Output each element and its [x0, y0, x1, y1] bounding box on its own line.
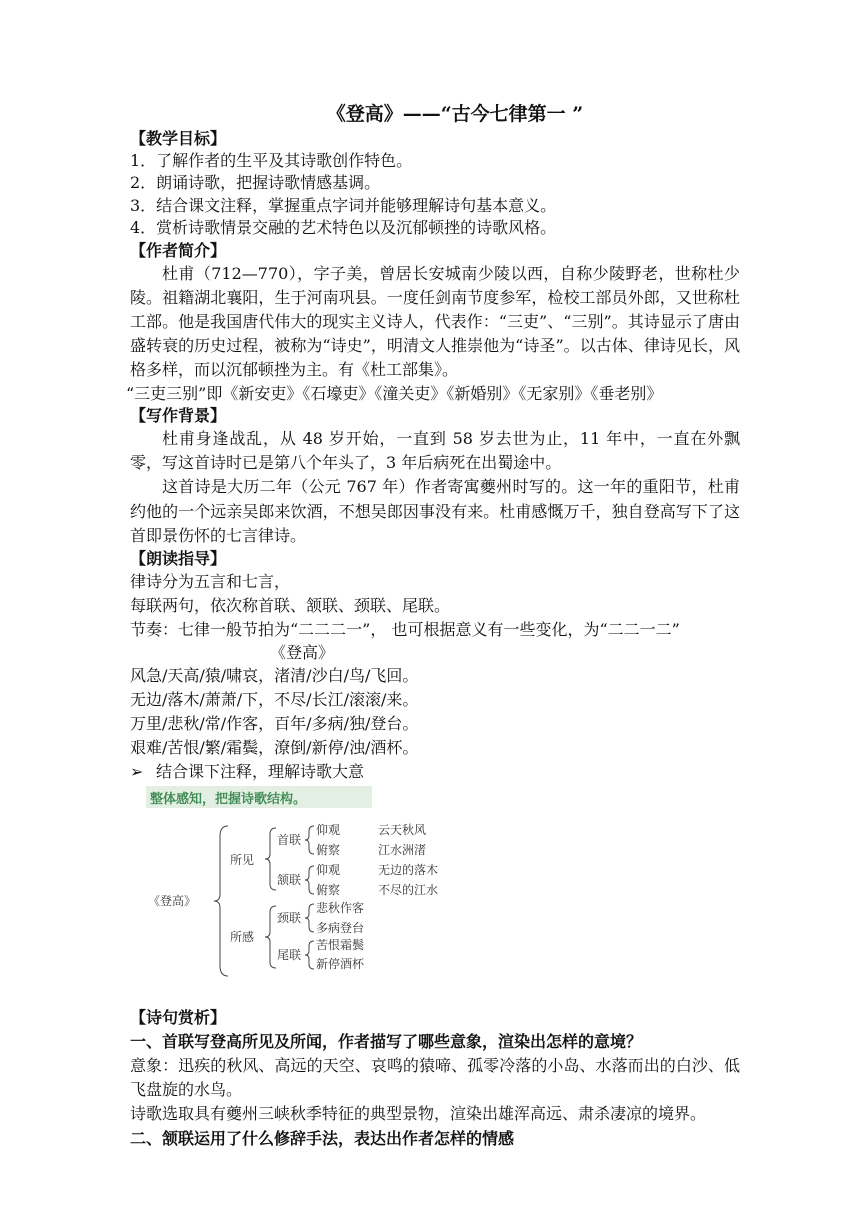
structure-diagram — [146, 786, 466, 1004]
reading-line: 每联两句，依次称首联、颔联、颈联、尾联。 — [130, 596, 451, 616]
answer-1: 意象：迅疾的秋风、高远的天空、哀鸣的猿啼、孤零冷落的小岛、水落而出的白沙、低飞盘旋的水鸟。 — [130, 1056, 740, 1100]
diagram-leaf: 悲秋作客 — [316, 901, 365, 916]
goal-item: 3．结合课文注释，掌握重点字词并能够理解诗句基本意义。 — [130, 195, 557, 215]
diagram-leaf: 新停酒杯 — [316, 957, 365, 972]
diagram-couplet: 尾联 — [277, 948, 302, 963]
diagram-leaf: 仰观 — [316, 823, 341, 838]
diagram-leaf: 俯察 — [316, 883, 341, 898]
reading-line: 律诗分为五言和七言， — [130, 572, 291, 592]
goal-item: 1．了解作者的生平及其诗歌创作特色。 — [130, 151, 413, 170]
diagram-leaf-value: 无边的落木 — [378, 863, 439, 878]
goal-item: 4．赏析诗歌情景交融的艺术特色以及沉郁顿挫的诗歌风格。 — [130, 218, 557, 238]
goals-heading: 【教学目标】 — [130, 129, 227, 148]
document-page — [126, 100, 740, 1151]
page-title: 《登高》——“古今七律第一 ” — [326, 103, 584, 125]
author-heading: 【作者简介】 — [130, 240, 227, 260]
goal-item: 2．朗诵诗歌，把握诗歌情感基调。 — [130, 173, 381, 193]
diagram-branch: 所见 — [230, 853, 255, 868]
diagram-leaf: 多病登台 — [316, 921, 365, 936]
diagram-leaf-value: 江水洲渚 — [378, 843, 427, 858]
analysis-heading: 【诗句赏析】 — [130, 1008, 227, 1028]
diagram-couplet: 首联 — [277, 833, 302, 848]
poem-line: 风急/天高/猿/啸哀，渚清/沙白/鸟/飞回。 — [130, 666, 419, 686]
diagram-leaf: 仰观 — [316, 863, 341, 878]
background-paragraph: 杜甫身逢战乱，从 48 岁开始，一直到 58 岁去世为止，11 年中，一直在外飘零，写这首诗时已是第八个年头了，3 年后病死在出蜀途中。 — [130, 429, 740, 473]
diagram-leaf-value: 不尽的江水 — [378, 883, 439, 898]
answer-2: 诗歌选取具有夔州三峡秋季特征的典型景物，渲染出雄浑高远、肃杀凄凉的境界。 — [130, 1104, 707, 1124]
poem-line: 无边/落木/萧萧/下，不尽/长江/滚滚/来。 — [130, 690, 419, 710]
poem-line: 万里/悲秋/常/作客，百年/多病/独/登台。 — [130, 714, 419, 734]
diagram-banner-text: 整体感知，把握诗歌结构。 — [150, 792, 307, 808]
poem-line: 艰难/苦恨/繁/霜鬓，潦倒/新停/浊/酒杯。 — [130, 738, 419, 758]
question-2: 二、颔联运用了什么修辞手法，表达出作者怎样的情感 — [130, 1128, 515, 1148]
author-paragraph: 杜甫（712—770），字子美，曾居长安城南少陵以西，自称少陵野老，世称杜少陵。祖籍湖北襄阳，生于河南巩县。一度任剑南节度参军，检校工部员外郎，又世称杜工部。他是我国唐代伟大的现实主义诗人，代表作：“三吏”、“三别”。其诗显示了唐由盛转衰的历史过程，被称为“诗史”，明清文人推崇他为“诗圣”。以古体、律诗见长，风格多样，而以沉郁顿挫为主。有《杜工部集》。 — [130, 263, 740, 380]
diagram-couplet: 颔联 — [277, 873, 302, 888]
diagram-leaf-value: 云天秋风 — [378, 823, 427, 838]
question-1: 一、首联写登高所见及所闻，作者描写了哪些意象，渲染出怎样的意境？ — [130, 1032, 643, 1052]
reading-heading: 【朗读指导】 — [130, 549, 227, 569]
diagram-root: 《登高》 — [148, 894, 197, 909]
background-paragraph: 这首诗是大历二年（公元 767 年）作者寄寓夔州时写的。这一年的重阳节，杜甫约他的一个远亲吴郎来饮酒，不想吴郎因事没有来。杜甫感慨万千，独自登高写下了这首即景伤怀的七言律诗。 — [130, 477, 740, 545]
diagram-leaf: 俯察 — [316, 843, 341, 858]
reading-line: 节奏：七律一般节拍为“二二二一”， 也可根据意义有一些变化，为“二二一二” — [130, 620, 680, 640]
arrow-bullet-icon: ➢ — [130, 762, 144, 782]
poem-title: 《登高》 — [270, 643, 335, 663]
bullet-text: 结合课下注释，理解诗歌大意 — [156, 762, 365, 782]
diagram-couplet: 颈联 — [277, 911, 302, 926]
background-heading: 【写作背景】 — [130, 406, 227, 426]
author-works: “三吏三别”即《新安吏》《石壕吏》《潼关吏》《新婚别》《无家别》《垂老别》 — [126, 383, 663, 403]
diagram-branch: 所感 — [230, 930, 255, 945]
diagram-leaf: 苦恨霜鬓 — [316, 938, 365, 953]
bullet-item — [130, 760, 740, 784]
